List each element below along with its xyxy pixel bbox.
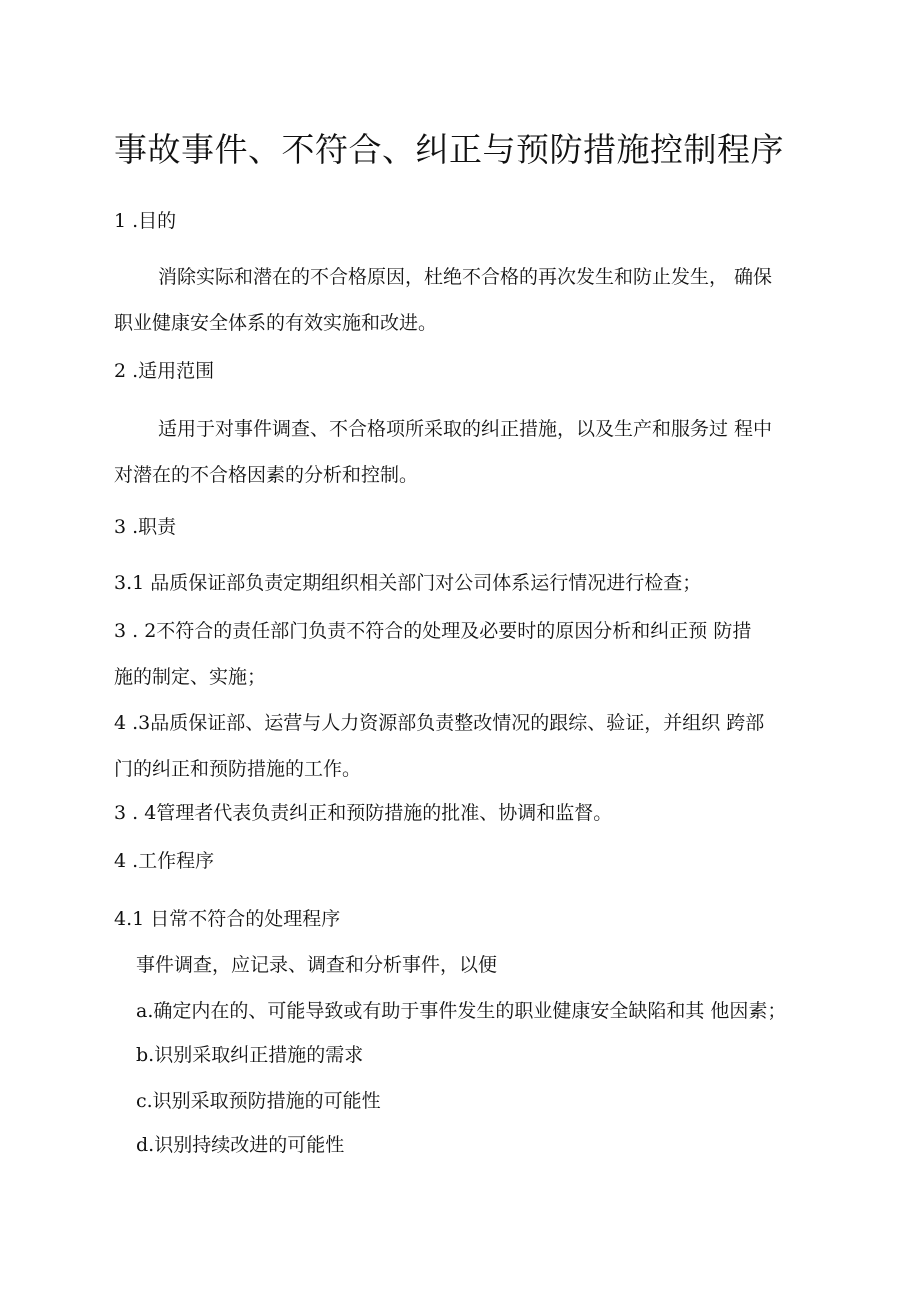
- responsibility-line-4: 4 .3品质保证部、运营与人力资源部负责整改情况的跟综、验证，并组织 跨部: [114, 712, 765, 734]
- procedure-item-c: c.识别采取预防措施的可能性: [136, 1090, 381, 1112]
- purpose-text-line-1: 消除实际和潜在的不合格原因，杜绝不合格的再次发生和防止发生， 确保: [158, 266, 773, 288]
- section-heading-scope: 2 .适用范围: [114, 360, 215, 382]
- section-heading-purpose: 1 .目的: [114, 210, 177, 232]
- scope-text-line-2: 对潜在的不合格因素的分析和控制。: [114, 464, 419, 486]
- section-heading-responsibilities: 3 .职责: [114, 516, 177, 538]
- procedure-intro: 事件调查，应记录、调查和分析事件，以便: [136, 954, 498, 976]
- responsibility-line-1: 3.1 品质保证部负责定期组织相关部门对公司体系运行情况进行检查；: [114, 572, 702, 594]
- section-heading-procedure: 4 .工作程序: [114, 850, 215, 872]
- responsibility-line-6: 3 . 4管理者代表负责纠正和预防措施的批准、协调和监督。: [114, 802, 613, 824]
- responsibility-line-3: 施的制定、实施；: [114, 666, 267, 688]
- procedure-item-d: d.识别持续改进的可能性: [136, 1134, 345, 1156]
- responsibility-line-5: 门的纠正和预防措施的工作。: [114, 758, 362, 780]
- document-title: 事故事件、不符合、纠正与预防措施控制程序: [114, 130, 784, 169]
- purpose-text-line-2: 职业健康安全体系的有效实施和改进。: [114, 312, 438, 334]
- procedure-item-b: b.识别采取纠正措施的需求: [136, 1044, 364, 1066]
- procedure-item-a: a.确定内在的、可能导致或有助于事件发生的职业健康安全缺陷和其 他因素；: [136, 1000, 787, 1022]
- responsibility-line-2: 3 . 2不符合的责任部门负责不符合的处理及必要时的原因分析和纠正预 防措: [114, 620, 752, 642]
- procedure-sub-heading: 4.1 日常不符合的处理程序: [114, 908, 341, 930]
- scope-text-line-1: 适用于对事件调查、不合格项所采取的纠正措施，以及生产和服务过 程中: [158, 418, 773, 440]
